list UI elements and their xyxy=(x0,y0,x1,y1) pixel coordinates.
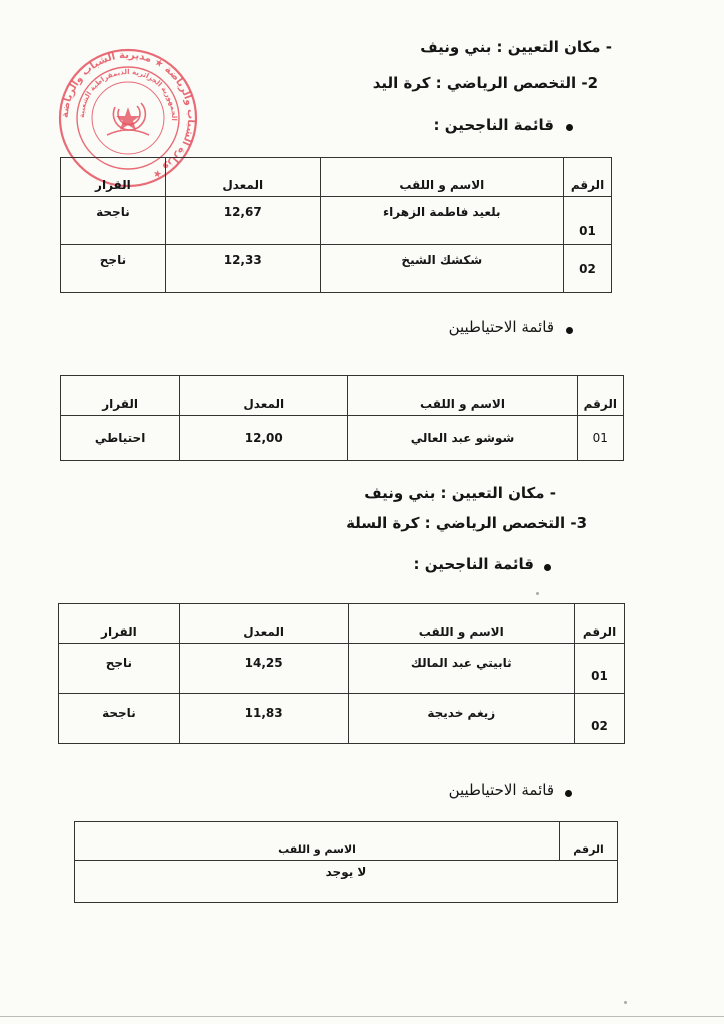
no-reserves-text: لا يوجد xyxy=(75,861,618,903)
scan-edge xyxy=(0,1016,724,1017)
scan-speck xyxy=(536,592,539,595)
reserves-heading-2: قائمة الاحتياطيين xyxy=(448,781,554,799)
bullet-icon xyxy=(544,564,551,571)
bullet-icon xyxy=(565,790,572,797)
row-average: 12,00 xyxy=(180,416,348,461)
scan-speck xyxy=(624,1001,627,1004)
header-name: الاسم و اللقب xyxy=(75,822,560,861)
row-name: شكشك الشيخ xyxy=(320,245,563,293)
row-name: شوشو عبد العالي xyxy=(348,416,577,461)
placement-line-2: - مكان التعيين : بني ونيف xyxy=(364,484,556,502)
row-number: 01 xyxy=(564,197,612,245)
row-average: 12,67 xyxy=(165,197,320,245)
specialty-line-2: 3- التخصص الرياضي : كرة السلة xyxy=(346,514,587,532)
specialty-line-1: 2- التخصص الرياضي : كرة اليد xyxy=(372,74,598,92)
reserves-table-1 xyxy=(60,375,624,461)
table-row xyxy=(61,245,612,293)
row-decision: ناجح xyxy=(61,245,166,293)
row-average: 14,25 xyxy=(179,644,348,694)
bullet-icon xyxy=(566,124,573,131)
row-name: بلعيد فاطمة الزهراء xyxy=(320,197,563,245)
header-number: الرقم xyxy=(560,822,618,861)
placement-line-1: - مكان التعيين : بني ونيف xyxy=(420,38,612,56)
row-decision: ناجحة xyxy=(61,197,166,245)
bullet-icon xyxy=(566,327,573,334)
header-number: الرقم xyxy=(575,604,625,644)
header-number: الرقم xyxy=(577,376,623,416)
header-decision: القرار xyxy=(61,376,180,416)
header-name: الاسم و اللقب xyxy=(320,158,563,197)
header-decision: القرار xyxy=(61,158,166,197)
header-name: الاسم و اللقب xyxy=(348,376,577,416)
row-decision: ناجحة xyxy=(59,694,180,744)
svg-text:الجمهورية الجزائرية الديمقراطي: الجمهورية الجزائرية الديمقراطية الشعبية xyxy=(77,67,179,122)
table-row xyxy=(75,861,618,903)
row-name: ثابيتي عبد المالك xyxy=(348,644,575,694)
row-number: 01 xyxy=(577,416,623,461)
table-header-row xyxy=(61,158,612,197)
row-name: زيغم خديجة xyxy=(348,694,575,744)
winners-table-1 xyxy=(60,157,612,293)
reserves-heading-1: قائمة الاحتياطيين xyxy=(448,318,554,336)
table-row xyxy=(59,644,625,694)
winners-heading-1: قائمة الناجحين : xyxy=(433,116,554,134)
row-number: 02 xyxy=(575,694,625,744)
header-number: الرقم xyxy=(564,158,612,197)
row-decision: ناجح xyxy=(59,644,180,694)
row-number: 02 xyxy=(564,245,612,293)
row-decision: احتياطي xyxy=(61,416,180,461)
header-name: الاسم و اللقب xyxy=(348,604,575,644)
header-average: المعدل xyxy=(165,158,320,197)
header-decision: القرار xyxy=(59,604,180,644)
row-number: 01 xyxy=(575,644,625,694)
table-row xyxy=(61,416,624,461)
header-average: المعدل xyxy=(180,376,348,416)
table-row xyxy=(61,197,612,245)
header-average: المعدل xyxy=(179,604,348,644)
table-header-row xyxy=(61,376,624,416)
svg-text:وزارة الشباب والرياضة ★ مديرية: وزارة الشباب والرياضة ★ مديرية الشباب والرياضة ★ xyxy=(59,49,197,181)
table-row xyxy=(59,694,625,744)
row-average: 11,83 xyxy=(179,694,348,744)
winners-table-2 xyxy=(58,603,625,744)
table-header-row xyxy=(75,822,618,861)
winners-heading-2: قائمة الناجحين : xyxy=(413,555,534,573)
row-average: 12,33 xyxy=(165,245,320,293)
reserves-table-2 xyxy=(74,821,618,903)
table-header-row xyxy=(59,604,625,644)
